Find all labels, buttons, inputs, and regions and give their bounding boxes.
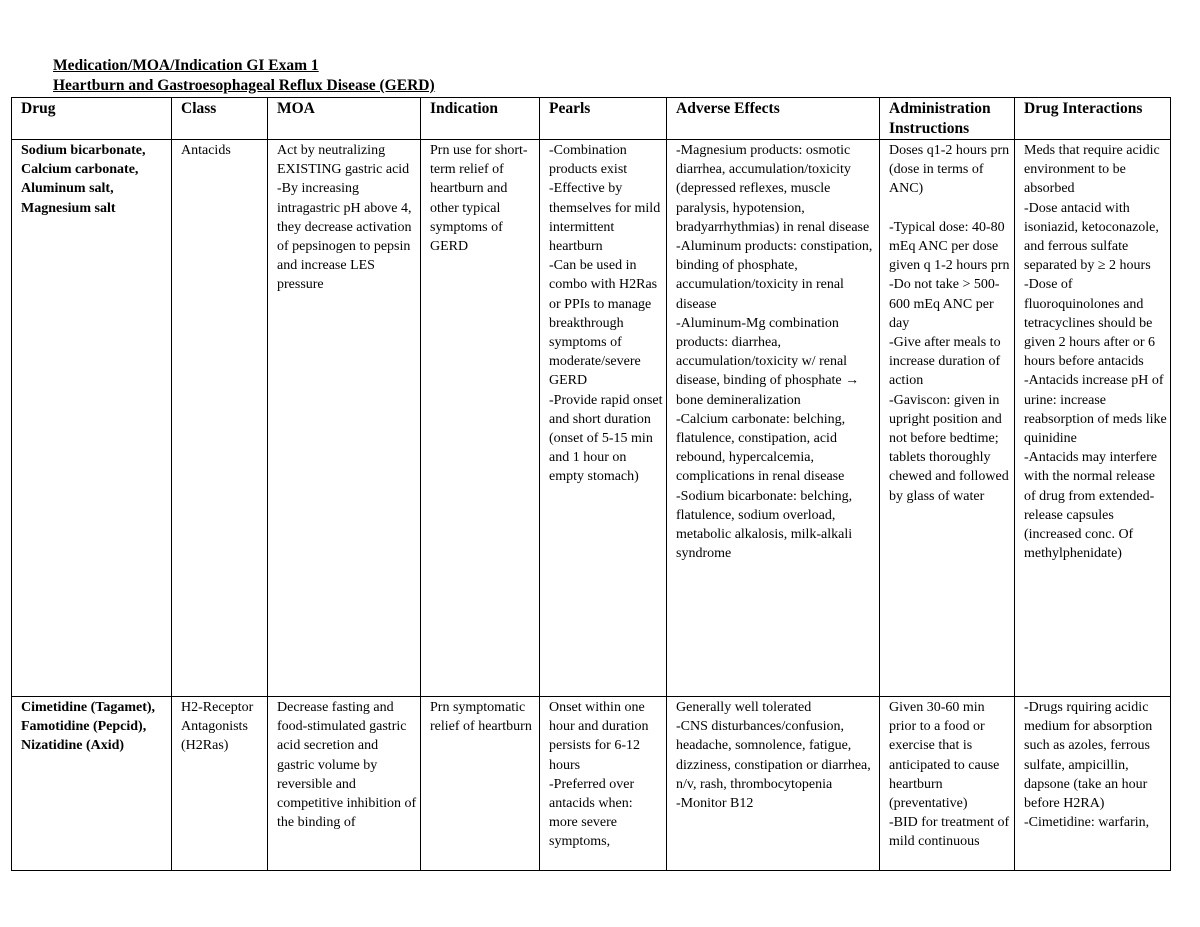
column-header-adverse-effects: Adverse Effects (667, 98, 880, 140)
column-header-drug-interactions: Drug Interactions (1015, 98, 1171, 140)
drug-interactions-cell: Meds that require acidic environment to be absorbed -Dose antacid with isoniazid, ketoconazole, and ferrous sulfate separated by ≥ 2 hours -Dose of fluoroquinolones and tetracyclines should be given 2 hours after or 6 hours before antacids -Antacids increase pH of urine: increase reabsorption of meds like quinidine -Antacids may interfere with the normal release of drug from extended-release capsules (increased conc. Of methylphenidate) (1015, 140, 1171, 697)
medication-table (11, 97, 1171, 871)
pearls-cell: -Combination products exist -Effective by themselves for mild intermittent heartburn -Can be used in combo with H2Ras or PPIs to manage breakthrough symptoms of moderate/severe GERD -Provide rapid onset and short duration (onset of 5-15 min and 1 hour on empty stomach) (540, 140, 667, 697)
administration-cell: Doses q1-2 hours prn (dose in terms of ANC) -Typical dose: 40-80 mEq ANC per dose given q 1-2 hours prn -Do not take > 500-600 mEq ANC per day -Give after meals to increase duration of action -Gaviscon: given in upright position and not before bedtime; tablets thoroughly chewed and followed by glass of water (880, 140, 1015, 697)
table-row (12, 140, 1171, 697)
column-header-administration: Administration Instructions (880, 98, 1015, 140)
drug-interactions-cell: -Drugs rquiring acidic medium for absorption such as azoles, ferrous sulfate, ampicillin, dapsone (take an hour before H2RA) -Cimetidine: warfarin, (1015, 697, 1171, 871)
column-header-moa: MOA (268, 98, 421, 140)
document-header (53, 56, 435, 96)
column-header-drug: Drug (12, 98, 172, 140)
indication-cell: Prn use for short-term relief of heartburn and other typical symptoms of GERD (421, 140, 540, 697)
column-header-indication: Indication (421, 98, 540, 140)
administration-cell: Given 30-60 min prior to a food or exercise that is anticipated to cause heartburn (preventative) -BID for treatment of mild continuous (880, 697, 1015, 871)
class-cell: Antacids (172, 140, 268, 697)
document-title: Medication/MOA/Indication GI Exam 1 (53, 57, 319, 74)
document-subtitle: Heartburn and Gastroesophageal Reflux Disease (GERD) (53, 77, 435, 94)
moa-cell: Decrease fasting and food-stimulated gastric acid secretion and gastric volume by reversible and competitive inhibition of the binding of (268, 697, 421, 871)
pearls-cell: Onset within one hour and duration persists for 6-12 hours -Preferred over antacids when: more severe symptoms, (540, 697, 667, 871)
adverse-effects-cell: Generally well tolerated -CNS disturbances/confusion, headache, somnolence, fatigue, dizziness, constipation or diarrhea, n/v, rash, thrombocytopenia -Monitor B12 (667, 697, 880, 871)
table-header-row (12, 98, 1171, 140)
drug-cell: Sodium bicarbonate, Calcium carbonate, Aluminum salt, Magnesium salt (12, 140, 172, 697)
moa-cell: Act by neutralizing EXISTING gastric acid -By increasing intragastric pH above 4, they decrease activation of pepsinogen to pepsin and increase LES pressure (268, 140, 421, 697)
drug-cell: Cimetidine (Tagamet), Famotidine (Pepcid), Nizatidine (Axid) (12, 697, 172, 871)
indication-cell: Prn symptomatic relief of heartburn (421, 697, 540, 871)
column-header-class: Class (172, 98, 268, 140)
adverse-effects-cell: -Magnesium products: osmotic diarrhea, accumulation/toxicity (depressed reflexes, muscle paralysis, hypotension, bradyarrhythmias) in renal disease -Aluminum products: constipation, binding of phosphate, accumulation/toxicity in renal disease -Aluminum-Mg combination products: diarrhea, accumulation/toxicity w/ renal disease, binding of phosphate → bone demineralization -Calcium carbonate: belching, flatulence, constipation, acid rebound, hypercalcemia, complications in renal disease -Sodium bicarbonate: belching, flatulence, sodium overload, metabolic alkalosis, milk-alkali syndrome (667, 140, 880, 697)
class-cell: H2-Receptor Antagonists (H2Ras) (172, 697, 268, 871)
column-header-pearls: Pearls (540, 98, 667, 140)
table-row (12, 697, 1171, 871)
